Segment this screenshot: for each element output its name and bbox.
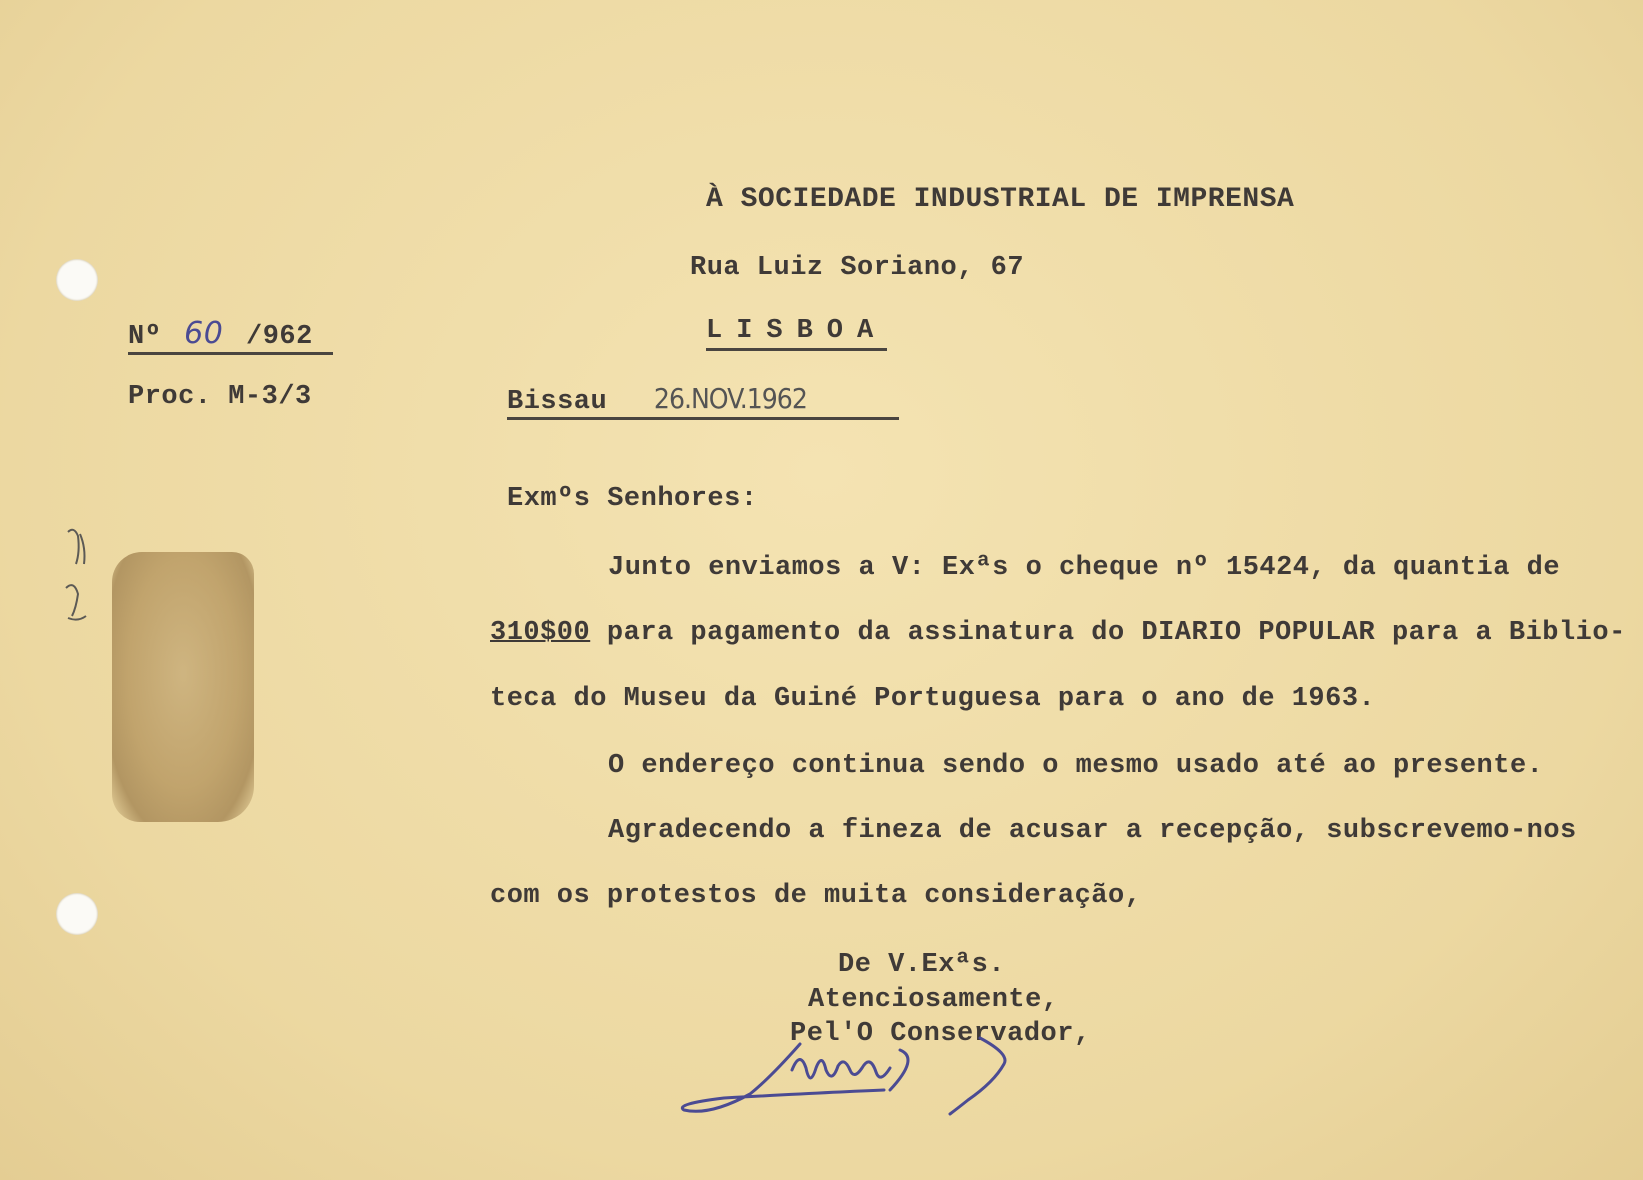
paragraph-3-line-2: com os protestos de muita consideração, (490, 881, 1142, 911)
place-date (507, 382, 899, 420)
paragraph-3-line-1: Agradecendo a fineza de acusar a recepção, subscrevemo-nos (608, 816, 1577, 846)
number-year: /962 (246, 322, 313, 352)
paragraph-1-line-3: teca do Museu da Guiné Portuguesa para o ano de 1963. (490, 684, 1376, 714)
addressee-street: Rua Luiz Soriano, 67 (690, 253, 1025, 283)
date-stamp: 26.NOV.1962 (653, 382, 807, 415)
closing-line-1: De V.Exªs. (838, 950, 1006, 980)
paragraph-1-line-1: Junto enviamos a V: Exªs o cheque nº 15424, da quantia de (608, 553, 1561, 583)
closing-line-3: Pel'O Conservador, (790, 1019, 1091, 1049)
document-number (128, 316, 333, 355)
number-handwritten: 60 (184, 316, 224, 351)
paragraph-2: O endereço continua sendo o mesmo usado até ao presente. (608, 751, 1544, 781)
salutation: Exmºs Senhores: (507, 484, 758, 514)
cheque-amount: 310$00 (490, 618, 591, 648)
water-stain (112, 552, 254, 822)
addressee-city: LISBOA (706, 316, 887, 351)
punch-hole-bottom (56, 893, 98, 935)
handwritten-signature (680, 1030, 1100, 1140)
margin-pencil-marks (60, 522, 100, 632)
number-prefix: Nº (128, 322, 162, 352)
addressee-name: À SOCIEDADE INDUSTRIAL DE IMPRENSA (706, 184, 1295, 215)
punch-hole-top (56, 259, 98, 301)
paragraph-1-line-2-text: para pagamento da assinatura do DIARIO POPULAR para a Biblio- (590, 618, 1626, 648)
closing-line-2: Atenciosamente, (808, 985, 1059, 1015)
paragraph-1-line-2 (490, 618, 1626, 648)
place: Bissau (507, 387, 608, 417)
process-reference: Proc. M-3/3 (128, 382, 312, 412)
